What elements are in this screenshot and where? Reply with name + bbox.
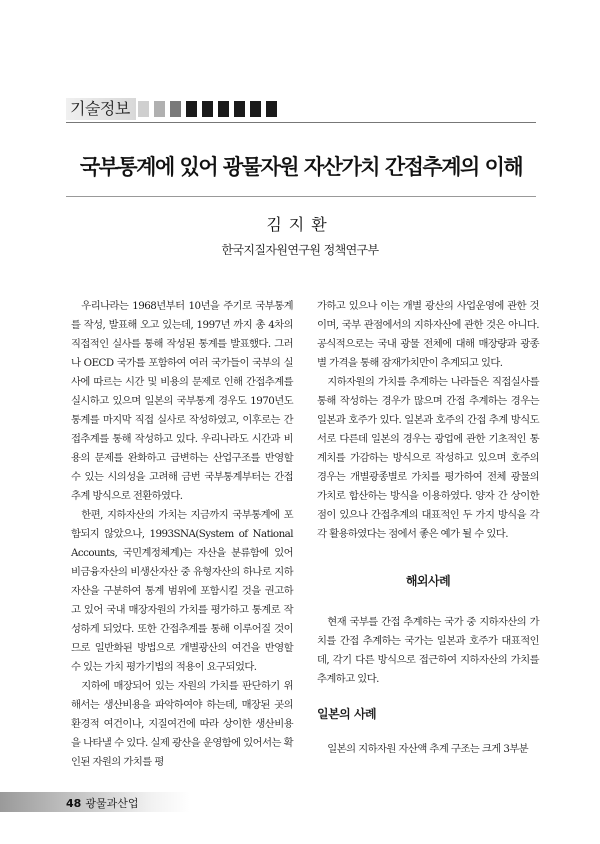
- author-affiliation: 한국지질자원연구원 정책연구부: [221, 243, 379, 257]
- body-paragraph: 지하자원의 가치를 추계하는 나라들은 직접실사를 통해 작성하는 경우가 많으며 간접 추계하는 경우는 일본과 호주가 있다. 일본과 호주의 간접 추계 방식도 서로 다른데 일본의 경우는 광업에 관한 기초적인 통계치를 가감하는 방식으로 작성하고 있으며 호주의 경우는 개별광종별로 가치를 평가하여 전체 광물의 가치로 합산하는 방식을 이용하였다. 양자 간 상이한 점이 있으나 간접추계의 대표적인 두 가지 방식을 각각 활용하였다는 점에서 좋은 예가 될 수 있다.: [317, 376, 539, 540]
- author-name: 김지환: [266, 215, 334, 234]
- body-paragraph: 현재 국부를 간접 추계하는 국가 중 지하자산의 가치를 간접 추계하는 국가는 일본과 호주가 대표적인데, 각기 다른 방식으로 접근하여 지하자산의 가치를 추계하고 있다.: [317, 616, 539, 685]
- decorative-block: [234, 101, 245, 117]
- section-tag: [66, 98, 282, 120]
- decorative-block: [266, 101, 277, 117]
- title-bottom-rule: [66, 196, 536, 197]
- body-paragraph: 한편, 지하자산의 가치는 지금까지 국부통계에 포함되지 않았으나, 1993SNA(System of National Accounts, 국민계정체계)는 자산을 분류함에 있어 비금융자산의 비생산자산 중 유형자산의 하나로 지하자산을 구분하여 통계 범위에 포함시킬 것을 권고하고 있어 국내 매장자원의 가치를 평가하고 통계로 작성하게 되었다. 또한 간접추계를 통해 이루어질 것이므로 일반화된 방법으로 개별광산의 여건을 반영할 수 있는 가치 평가기법의 적용이 요구되었다.: [71, 509, 293, 673]
- magazine-name: 광물과산업: [85, 797, 139, 810]
- decorative-block: [170, 101, 181, 117]
- body-paragraph: 일본의 지하자원 자산액 추계 구조는 크게 3부분: [327, 743, 529, 755]
- decorative-block: [186, 101, 197, 117]
- section-tag-blocks: [138, 101, 282, 117]
- body-paragraph: 우리나라는 1968년부터 10년을 주기로 국부통계를 작성, 발표해 오고 있는데, 1997년 까지 총 4차의 직접적인 실사를 통해 작성된 통계를 발표했다. 그러나 OECD 국가를 포함하여 여러 국가들이 국부의 실사에 따르는 시간 및 비용의 문제로 인해 간접추계를 실시하고 있으며 일본의 국부통계 경우도 1970년도 통계를 마지막 직접 실사로 작성하였고, 이후로는 간접추계를 통해 작성하고 있다. 우리나라도 시간과 비용의 문제를 완화하고 급변하는 산업구조를 반영할 수 있는 시의성을 고려해 금번 국부통계부터는 간접추계 방식으로 전환하였다.: [71, 300, 293, 502]
- heading-overseas-cases: 해외사례: [405, 574, 451, 588]
- body-paragraph: 가하고 있으나 이는 개별 광산의 사업운영에 관한 것이며, 국부 관점에서의 지하자산에 관한 것은 아니다. 공식적으로는 국내 광물 전체에 대해 매장량과 광종별 가격을 통해 잠재가치만이 추계되고 있다.: [317, 300, 539, 369]
- decorative-block: [154, 101, 165, 117]
- decorative-block: [218, 101, 229, 117]
- section-label: 기술정보: [66, 98, 136, 120]
- page-number: 48: [66, 797, 82, 810]
- page-footer: [66, 795, 138, 811]
- heading-japan-case: 일본의 사례: [317, 707, 377, 721]
- title-top-rule: [66, 122, 536, 123]
- decorative-block: [202, 101, 213, 117]
- decorative-block: [250, 101, 261, 117]
- right-column: [317, 297, 539, 759]
- article-title: 국부통계에 있어 광물자원 자산가치 간접추계의 이해: [79, 155, 523, 179]
- decorative-block: [138, 101, 149, 117]
- body-paragraph: 지하에 매장되어 있는 자원의 가치를 판단하기 위해서는 생산비용을 파악하여야 하는데, 매장된 곳의 환경적 여건이나, 지질여건에 따라 상이한 생산비용을 나타낼 수 있다. 실제 광산을 운영함에 있어서는 확인된 자원의 가치를 평: [71, 680, 293, 768]
- left-column: [71, 297, 293, 772]
